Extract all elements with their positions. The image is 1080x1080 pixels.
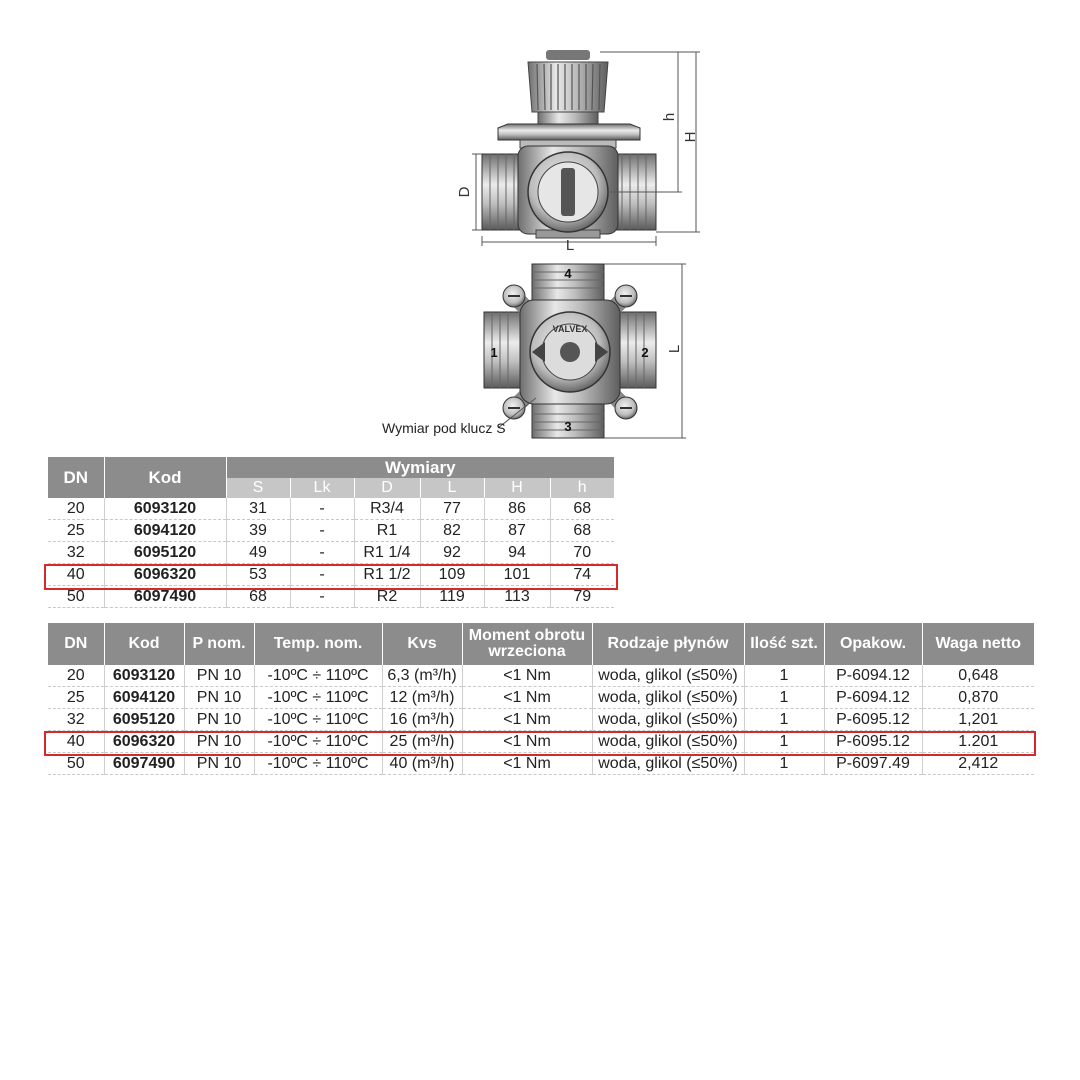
table-cell: -10ºC ÷ 110ºC — [254, 753, 382, 775]
table-row — [48, 542, 614, 564]
table-cell: 39 — [226, 520, 290, 542]
table-cell: woda, glikol (≤50%) — [592, 709, 744, 731]
subheader-lk-1: Lk — [290, 478, 354, 498]
port-3-label: 3 — [564, 419, 572, 434]
table-cell: R3/4 — [354, 498, 420, 520]
subheader-d-2: D — [354, 478, 420, 498]
table-cell: 20 — [48, 498, 104, 520]
table-cell: -10ºC ÷ 110ºC — [254, 687, 382, 709]
table-cell: 6095120 — [104, 709, 184, 731]
table-cell: woda, glikol (≤50%) — [592, 753, 744, 775]
table-cell: -10ºC ÷ 110ºC — [254, 665, 382, 687]
table-cell: P-6094.12 — [824, 687, 922, 709]
table-cell: 1 — [744, 665, 824, 687]
table-cell: 86 — [484, 498, 550, 520]
valve-knob — [528, 50, 608, 124]
table-cell: 6094120 — [104, 520, 226, 542]
col-header-2: P nom. — [184, 623, 254, 665]
left-port — [482, 154, 522, 230]
table-cell: <1 Nm — [462, 665, 592, 687]
table-cell: 40 — [48, 731, 104, 753]
dimensions-table — [48, 457, 614, 608]
table-cell: <1 Nm — [462, 753, 592, 775]
table-cell: - — [290, 520, 354, 542]
col-header-6: Rodzaje płynów — [592, 623, 744, 665]
table-cell: 70 — [550, 542, 614, 564]
col-header-5: Moment obrotu wrzeciona — [462, 623, 592, 665]
table-row — [48, 731, 1034, 753]
table-cell: 109 — [420, 564, 484, 586]
table-cell: <1 Nm — [462, 731, 592, 753]
valve-technical-drawing — [0, 0, 1080, 450]
table-cell: 1 — [744, 753, 824, 775]
table-cell: 68 — [226, 586, 290, 608]
table-cell: 25 — [48, 520, 104, 542]
table-cell: 50 — [48, 753, 104, 775]
valve-top-view — [382, 264, 686, 438]
table-cell: 49 — [226, 542, 290, 564]
table-cell: - — [290, 564, 354, 586]
table-cell: 1 — [744, 709, 824, 731]
table-row — [48, 709, 1034, 731]
table-cell: 101 — [484, 564, 550, 586]
port-4-label: 4 — [564, 266, 572, 281]
table-cell: 77 — [420, 498, 484, 520]
table-cell: 20 — [48, 665, 104, 687]
table-row — [48, 498, 614, 520]
dim-H-label: H — [682, 131, 699, 143]
table-cell: 12 (m³/h) — [382, 687, 462, 709]
table-cell: 68 — [550, 498, 614, 520]
table-cell: 1 — [744, 731, 824, 753]
col-header-7: Ilość szt. — [744, 623, 824, 665]
table-cell: woda, glikol (≤50%) — [592, 731, 744, 753]
col-header-0: DN — [48, 623, 104, 665]
subheader-s-0: S — [226, 478, 290, 498]
wrench-size-label: Wymiar pod klucz S — [382, 420, 506, 436]
table-cell: 32 — [48, 542, 104, 564]
table-cell: 6097490 — [104, 586, 226, 608]
table-cell: 113 — [484, 586, 550, 608]
table-cell: - — [290, 498, 354, 520]
table-cell: 92 — [420, 542, 484, 564]
table-cell: 40 — [48, 564, 104, 586]
table-row — [48, 753, 1034, 775]
table-cell: - — [290, 586, 354, 608]
table-cell: 6093120 — [104, 665, 184, 687]
col-group-wymiary: Wymiary — [226, 457, 614, 478]
table-cell: woda, glikol (≤50%) — [592, 665, 744, 687]
port-2-label: 2 — [641, 345, 649, 360]
table-row — [48, 564, 614, 586]
table-cell: 1,201 — [922, 709, 1034, 731]
table-cell: 94 — [484, 542, 550, 564]
table-cell: 6097490 — [104, 753, 184, 775]
col-header-4: Kvs — [382, 623, 462, 665]
table-cell: 74 — [550, 564, 614, 586]
dim-L-top-label: L — [565, 237, 575, 254]
table-cell: 6095120 — [104, 542, 226, 564]
table-cell: 50 — [48, 586, 104, 608]
table-cell: P-6095.12 — [824, 709, 922, 731]
table-cell: R1 1/4 — [354, 542, 420, 564]
table-cell: 6094120 — [104, 687, 184, 709]
table-cell: 82 — [420, 520, 484, 542]
table-cell: P-6097.49 — [824, 753, 922, 775]
table-cell: -10ºC ÷ 110ºC — [254, 709, 382, 731]
table-cell: 31 — [226, 498, 290, 520]
col-header-dn: DN — [48, 457, 104, 498]
dim-D-label: D — [456, 186, 473, 198]
col-header-8: Opakow. — [824, 623, 922, 665]
table-cell: P-6094.12 — [824, 665, 922, 687]
table-row — [48, 665, 1034, 687]
table-cell: P-6095.12 — [824, 731, 922, 753]
table-cell: R1 1/2 — [354, 564, 420, 586]
subheader-l-3: L — [420, 478, 484, 498]
table-cell: 6,3 (m³/h) — [382, 665, 462, 687]
table-cell: PN 10 — [184, 665, 254, 687]
table-cell: PN 10 — [184, 709, 254, 731]
table-cell: woda, glikol (≤50%) — [592, 687, 744, 709]
table-cell: 6096320 — [104, 564, 226, 586]
table-cell: 0,648 — [922, 665, 1034, 687]
table-cell: 2,412 — [922, 753, 1034, 775]
table-cell: 79 — [550, 586, 614, 608]
table-cell: <1 Nm — [462, 709, 592, 731]
table-cell: 32 — [48, 709, 104, 731]
table-cell: -10ºC ÷ 110ºC — [254, 731, 382, 753]
table-cell: PN 10 — [184, 753, 254, 775]
table-cell: 53 — [226, 564, 290, 586]
col-header-kod: Kod — [104, 457, 226, 498]
col-header-1: Kod — [104, 623, 184, 665]
table-cell: R1 — [354, 520, 420, 542]
table-cell: 16 (m³/h) — [382, 709, 462, 731]
table-cell: 1.201 — [922, 731, 1034, 753]
table-cell: 6096320 — [104, 731, 184, 753]
table-cell: 87 — [484, 520, 550, 542]
table-cell: 25 — [48, 687, 104, 709]
dim-L-side-label: L — [666, 344, 683, 354]
col-header-3: Temp. nom. — [254, 623, 382, 665]
dim-h-label: h — [661, 112, 678, 122]
table-row — [48, 687, 1034, 709]
table-cell: 68 — [550, 520, 614, 542]
port-1-label: 1 — [490, 345, 498, 360]
brand-logo: VALVEX — [552, 324, 588, 334]
col-header-9: Waga netto — [922, 623, 1034, 665]
table-cell: R2 — [354, 586, 420, 608]
subheader-h-5: h — [550, 478, 614, 498]
table-cell: 1 — [744, 687, 824, 709]
table-cell: 40 (m³/h) — [382, 753, 462, 775]
table-cell: <1 Nm — [462, 687, 592, 709]
specifications-table — [48, 623, 1034, 775]
table-cell: PN 10 — [184, 731, 254, 753]
table-cell: 119 — [420, 586, 484, 608]
valve-front-view — [456, 50, 700, 254]
table-cell: 0,870 — [922, 687, 1034, 709]
table-cell: - — [290, 542, 354, 564]
subheader-h-4: H — [484, 478, 550, 498]
table-cell: 25 (m³/h) — [382, 731, 462, 753]
table-cell: PN 10 — [184, 687, 254, 709]
table-cell: 6093120 — [104, 498, 226, 520]
table-row — [48, 520, 614, 542]
table-row — [48, 586, 614, 608]
